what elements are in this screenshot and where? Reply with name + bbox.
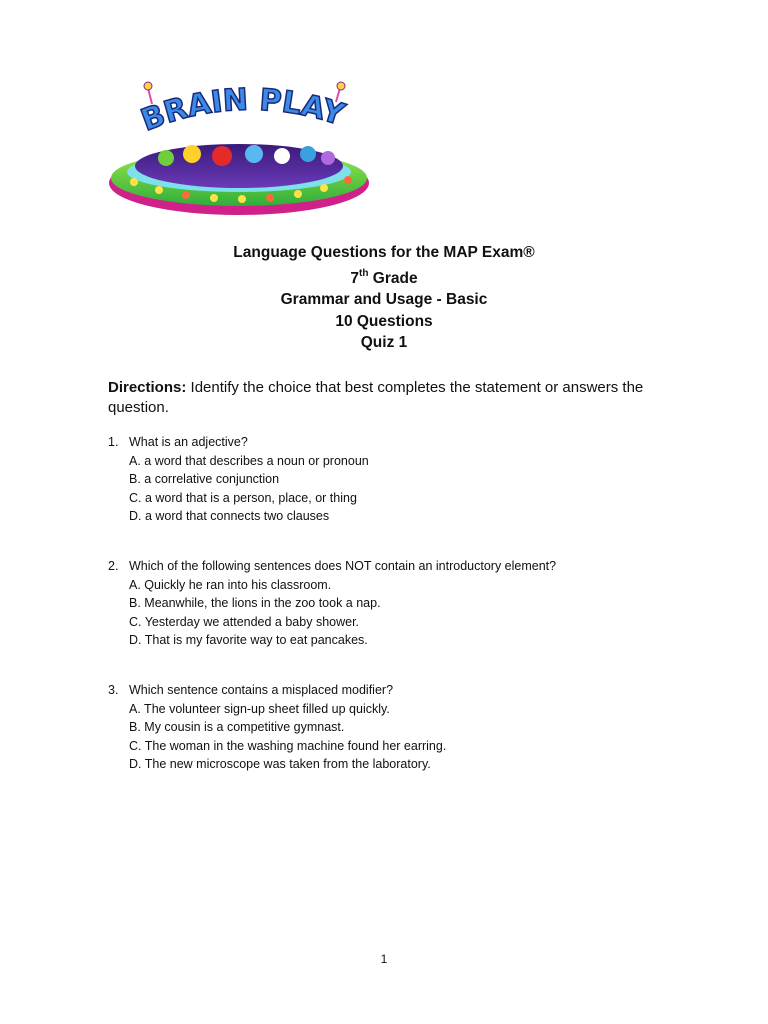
choice-c: C. The woman in the washing machine found her earring.	[129, 738, 447, 753]
question-number: 3.	[108, 683, 119, 697]
choice-d: D. a word that connects two clauses	[129, 509, 330, 524]
choice-b: B. My cousin is a competitive gymnast.	[129, 720, 345, 735]
svg-text:BRAIN PLAY: BRAIN PLAY	[136, 82, 349, 139]
directions-text: Identify the choice that best completes the statement or answers the question.	[108, 379, 644, 416]
question-number: 1.	[108, 435, 119, 449]
choice-d: D. The new microscope was taken from the laboratory.	[129, 757, 431, 772]
question-3	[108, 681, 708, 774]
title-block	[0, 242, 768, 354]
document-title: Language Questions for the MAP Exam®	[233, 244, 535, 261]
choice-a: A. The volunteer sign-up sheet filled up quickly.	[129, 701, 390, 716]
choice-b: B. a correlative conjunction	[129, 472, 280, 487]
grade-line: 7th Grade	[350, 267, 418, 287]
choice-a: A. a word that describes a noun or pronoun	[129, 453, 369, 468]
directions-label: Directions:	[108, 379, 187, 396]
choice-c: C. a word that is a person, place, or thing	[129, 490, 357, 505]
choice-a: A. Quickly he ran into his classroom.	[129, 577, 332, 592]
page-number: 1	[380, 952, 388, 966]
choice-b: B. Meanwhile, the lions in the zoo took a nap.	[129, 596, 381, 611]
choice-c: C. Yesterday we attended a baby shower.	[129, 614, 360, 629]
question-prompt: Which of the following sentences does NOT contain an introductory element?	[129, 559, 557, 573]
question-number: 2.	[108, 559, 119, 573]
question-1	[108, 433, 708, 526]
question-prompt: What is an adjective?	[129, 435, 248, 449]
question-2	[108, 557, 708, 650]
question-count: 10 Questions	[335, 312, 433, 330]
choice-d: D. That is my favorite way to eat pancakes.	[129, 633, 368, 648]
brain-play-logo	[104, 80, 374, 220]
directions	[108, 378, 688, 418]
subject-line: Grammar and Usage - Basic	[280, 291, 488, 309]
question-prompt: Which sentence contains a misplaced modifier?	[129, 683, 394, 697]
quiz-number: Quiz 1	[360, 334, 408, 352]
